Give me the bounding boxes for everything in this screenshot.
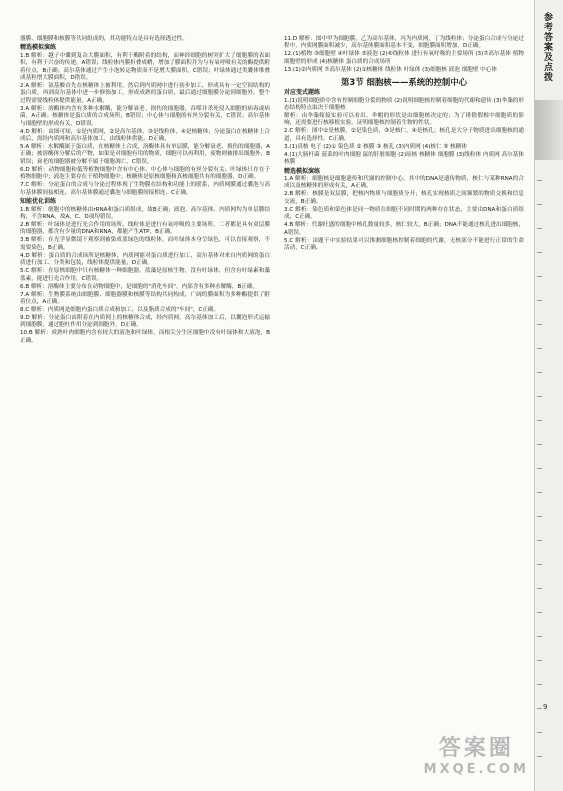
answer-paragraph: 11.D 解析：图中甲为细胞膜，乙为高尔基体，丙为内质网，丁为线粒体；分泌蛋白合成与分泌过程中，内质网膜面积减少，高尔基体膜面积基本不变，细胞膜面积增加，D正确。 xyxy=(284,36,524,50)
tab-tick-mark xyxy=(537,636,542,637)
section-title: 第3节 细胞核——系统的控制中心 xyxy=(341,77,467,88)
page-number: 9 xyxy=(543,703,548,711)
answer-paragraph: 2.C 解析：图中①是核膜，②是染色质，③是核仁，④是核孔；核孔是大分子物质进出细胞核的通道，具有选择性，C正确。 xyxy=(284,128,524,142)
tab-tick-mark xyxy=(537,684,542,685)
tab-tick-mark xyxy=(537,348,542,349)
tab-tick-mark xyxy=(537,204,542,205)
tab-tick-mark xyxy=(537,468,542,469)
answer-paragraph: 1.B 解析：细胞中的核糖体由rRNA和蛋白质组成，故B正确；液泡、高尔基体、内质网均为单层膜结构，不含RNA，故A、C、D项均错误。 xyxy=(20,206,270,220)
tab-tick-mark xyxy=(537,756,542,757)
tab-tick-mark xyxy=(537,564,542,565)
answer-paragraph: 2.B 解析：叶绿体是进行光合作用的场所，线粒体是进行有氧呼吸的主要场所，二者都是具有双层膜的细胞器，都含有少量的DNA和RNA，都能产生ATP，B正确。 xyxy=(20,221,270,236)
answer-paragraph: 3.B 解析：在光学显微镜下观察到被染成蓝绿色的线粒体，而叶绿体本身呈绿色，可以直接观察，不需要染色，B正确。 xyxy=(20,237,270,251)
answer-paragraph: 9.D 解析：分泌蛋白由附着在内质网上的核糖体合成，经内质网、高尔基体加工后，以囊泡形式运输到细胞膜，通过胞吐作用分泌到细胞外，D正确。 xyxy=(20,314,270,329)
answer-paragraph: 4.D 解析：由图可知，①是内质网，②是高尔基体，③是线粒体，④是核糖体；分泌蛋白在核糖体上合成后，需经内质网和高尔基体加工，由线粒体供能，D正确。 xyxy=(20,128,270,143)
answer-paragraph: 2.A 解析：氨基酸首先在核糖体上被利用，然后到内质网中进行初步加工，形成具有一定空间结构的蛋白质，再到高尔基体中进一步修饰加工，形成成熟的蛋白质，最后通过细胞膜分泌到细胞外，整个过程需要线粒体提供能量，A正确。 xyxy=(20,83,270,104)
side-tab-stripe xyxy=(535,100,563,160)
tab-tick-mark xyxy=(537,420,542,421)
answer-paragraph: 10.B 解析：成熟叶肉细胞内含有较大的液泡和叶绿体，而根尖分生区细胞中没有叶绿体和大液泡，B正确。 xyxy=(20,330,270,344)
answer-paragraph: 7.A 解析：生物膜系统由细胞膜、细胞器膜和核膜等结构共同构成，广阔的膜面积为多种酶提供了附着位点，A正确。 xyxy=(20,291,270,305)
answer-paragraph: 4.D 解析：蛋白质的合成场所是核糖体，内质网能对蛋白质进行加工，高尔基体对来自内质网的蛋白质进行加工、分类和包装，线粒体提供能量，D正确。 xyxy=(20,252,270,267)
tab-tick-mark xyxy=(537,228,542,229)
section-heading: 精选模拟演练 xyxy=(20,44,57,52)
answer-paragraph: 解析：由伞藻嫁接实验可以看出，伞帽的形状是由细胞核决定的；为了排除假根中细胞质的影响，还需要进行核移植实验，证明细胞核控制着生物的性状。 xyxy=(284,113,524,127)
answer-paragraph: 1.(1)说明细胞质中含有控制细胞分裂的物质 (2)说明细胞核控制着细胞的代谢和遗传 (3)伞藻的形态结构特点取决于细胞核 xyxy=(284,97,524,112)
section-heading: 精选模拟演练 xyxy=(284,167,321,175)
side-tab-label: 参考答案及点拨 xyxy=(542,12,552,82)
answer-paragraph: 12.(1)植物 ③细胞壁 ④叶绿体 ⑤液泡 (2)⑥线粒体 进行有氧呼吸的主要场所 (3)⑦高尔基体 植物细胞壁的形成 (4)核糖体 蛋白质的合成场所 xyxy=(284,51,524,65)
watermark-url: MXQE.COM xyxy=(423,762,529,777)
answer-paragraph: 2.B 解析：核膜是双层膜，把核内物质与细胞质分开；核孔实现核质之间频繁的物质交换和信息交流，B正确。 xyxy=(284,191,524,205)
tab-tick-mark xyxy=(537,396,542,397)
section-heading: 对应变式题练 xyxy=(284,89,321,97)
tab-tick-mark xyxy=(537,732,542,733)
right-column-top xyxy=(284,36,524,74)
side-tab xyxy=(534,0,563,791)
answer-paragraph: 4.B 解析：代谢旺盛的细胞中核孔数量较多，核仁较大，B正确；DNA不能通过核孔进出细胞核，A错误。 xyxy=(284,222,524,236)
tab-tick-mark xyxy=(537,324,542,325)
tab-tick-mark xyxy=(537,612,542,613)
tab-tick-mark xyxy=(537,492,542,493)
answer-paragraph: 6.D 解析：动物细胞和低等植物细胞中含有中心体，中心体与细胞的有丝分裂有关；叶绿体只存在于植物细胞中；液泡主要存在于植物细胞中；核糖体是原核细胞和真核细胞共有的细胞器，D正确。 xyxy=(20,166,270,181)
tab-tick-mark xyxy=(537,276,542,277)
right-column xyxy=(284,36,524,253)
answer-paragraph: 4.(1)大肠杆菌 菠菜的叶肉细胞 鼠的肝脏细胞 (2)原核 核糖体 细胞膜 (3)线粒体 内质网 高尔基体 核膜 xyxy=(284,151,524,166)
answer-paragraph: 8.C 解析：内质网是细胞内蛋白质合成和加工，以及脂质合成的"车间"，C正确。 xyxy=(20,306,220,313)
left-column xyxy=(20,36,270,346)
tab-tick-mark xyxy=(537,708,542,709)
right-column-bottom xyxy=(284,89,524,252)
answer-paragraph: 5.C 解析：由题干中实验结果可以推测细胞核控制着细胞的代谢，无核部分不能进行正常的生命活动，C正确。 xyxy=(284,237,524,252)
answer-paragraph: 7.C 解析：分泌蛋白的合成与分泌过程体现了生物膜在结构和功能上的联系，内质网膜通过囊泡与高尔基体膜间接相连，高尔基体膜通过囊泡与细胞膜间接相连，C正确。 xyxy=(20,182,270,196)
watermark xyxy=(424,731,529,777)
answer-paragraph: 3.(1)真核 电子 (2)① 染色质 ② 核膜 ③ 核孔 (3)内质网 (4)核仁 ⑤ 核糖体 xyxy=(284,143,467,150)
answer-paragraph: 13.(1)②内质网 ⑦高尔基体 (2)①核糖体 线粒体 叶绿体 (3)细胞核 液泡 细胞壁 中心体 xyxy=(284,66,497,73)
watermark-text: 答案圈 xyxy=(438,736,514,761)
tab-tick-mark xyxy=(537,372,542,373)
section-heading: 知能优化训练 xyxy=(20,198,57,206)
tab-tick-mark xyxy=(537,444,542,445)
tab-tick-mark xyxy=(537,540,542,541)
answer-paragraph: 5.A 解析：水解酶属于蛋白质，在核糖体上合成，溶酶体具有单层膜，能分解衰老、损伤的细胞器，A正确；被溶酶体分解后的产物，如果是对细胞有用的物质，细胞可以再利用，废物则被排出细胞外，B错误；衰老的细胞器被分解不属于细胞凋亡，C错误。 xyxy=(20,144,270,165)
answer-paragraph: 1.B 解析：越子中囊到复杂大膜面积，有利于酶附着的结构，而神经细胞的树突扩大了细胞膜的表面积，有利于兴奋的传递，A错误；线粒体内膜折叠成嵴，增加了膜面积并为与有氧呼吸有关的酶提供附着位点，B正确；高尔基体通过产生小泡转运物质而不是增大膜面积，C错误；叶绿体通过类囊体堆叠成基粒增大膜面积，D错误。 xyxy=(20,52,270,82)
tab-tick-mark xyxy=(537,660,542,661)
answer-paragraph: 5.C 解析：在原核细胞中只有核糖体一种细胞器，蓝藻是原核生物，没有叶绿体，但含有叶绿素和藻蓝素，能进行光合作用，C错误。 xyxy=(20,268,270,282)
answer-paragraph: 器膜、细胞膜和核膜等共同组成的，其功能特点是具有选择透过性。 xyxy=(20,36,188,42)
tab-tick-mark xyxy=(537,252,542,253)
answer-paragraph: 1.A 解析：细胞核是细胞遗传和代谢的控制中心，其中的DNA是遗传物质，核仁与某种RNA的合成以及核糖体的形成有关，A正确。 xyxy=(284,176,524,190)
answer-paragraph: 6.B 解析：溶酶体主要分布在动物细胞中，是细胞的"消化车间"，内部含有多种水解酶，B正确。 xyxy=(20,283,259,290)
answer-paragraph: 3.C 解析：染色质和染色体是同一物质在细胞不同时期的两种存在状态，主要由DNA和蛋白质组成，C正确。 xyxy=(284,206,524,221)
tab-tick-mark xyxy=(537,300,542,301)
tab-tick-mark xyxy=(537,180,542,181)
tab-tick-mark xyxy=(537,516,542,517)
answer-paragraph: 3.A 解析：溶酶体内含有多种水解酶，能分解衰老、损伤的细胞器，吞噬并杀死侵入细胞的病毒或病菌，A正确；核糖体是蛋白质的合成场所，B错误；中心体与细胞的有丝分裂有关，C错误；高尔基体与细胞壁的形成有关，D错误。 xyxy=(20,105,270,127)
tab-tick-mark xyxy=(537,588,542,589)
